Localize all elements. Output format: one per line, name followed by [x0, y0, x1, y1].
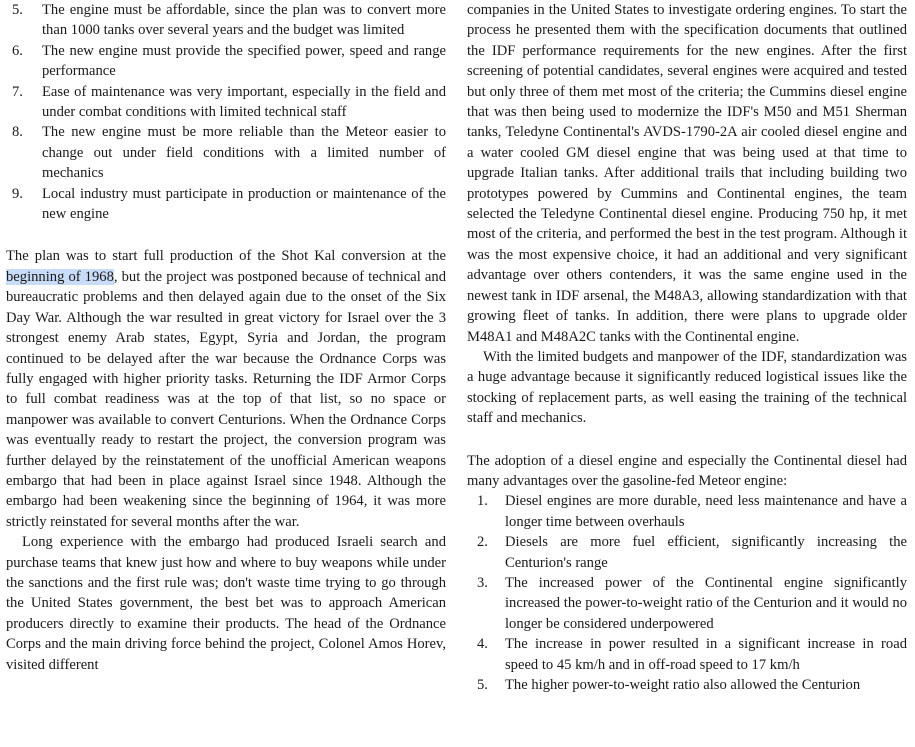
- paragraph: [6, 246, 446, 532]
- paragraph: The adoption of a diesel engine and especially the Continental diesel had many advantages over the gasoline-fed Meteor engine:: [467, 452, 907, 489]
- list-item: [6, 184, 446, 225]
- list-number: 5.: [12, 2, 23, 18]
- list-item: [6, 0, 446, 41]
- list-item: [467, 491, 907, 532]
- list-number: 3.: [477, 574, 488, 591]
- list-number: 4.: [477, 636, 488, 653]
- list-text: Diesel engines are more durable, need less maintenance and have a longer time between overhauls: [505, 493, 907, 530]
- list-text: The engine must be affordable, since the plan was to convert more than 1000 tanks over several years and the budget was limited: [42, 2, 446, 39]
- list-number: 6.: [12, 42, 23, 59]
- right-column: [467, 0, 907, 695]
- list-item: [6, 41, 446, 82]
- paragraph-text: The plan was to start full production of the Shot Kal conversion at the: [6, 248, 446, 265]
- paragraph: With the limited budgets and manpower of the IDF, standardization was a huge advantage because it significantly reduced logistical issues like the stocking of replacement parts, as well easing the training of the technical staff and mechanics.: [467, 348, 907, 427]
- list-number: 1.: [477, 493, 488, 510]
- list-text: The higher power-to-weight ratio also allowed the Centurion: [505, 677, 861, 693]
- list-text: The new engine must provide the specified power, speed and range performance: [42, 42, 446, 80]
- list-item: [467, 573, 907, 634]
- list-number: 8.: [12, 124, 23, 141]
- text-selection[interactable]: beginning of 1968: [6, 268, 114, 285]
- paragraph-text: , but the project was postponed because of technical and bureaucratic problems and then delayed again due to the onset of the Six Day War. Although the war resulted in great victory for Israel over the 3 strongest enemy Arab states, Egypt, Syria and Jordan, the program continued to be delayed after the war because the Ordnance Corps was fully engaged with higher priority tasks. Returning the IDF Armor Corps to full combat readiness was at the top of that list, so no space or manpower was available to convert Centurions. When the Ordnance Corps was eventually ready to restart the project, the conversion program was further delayed by the reinstatement of the unofficial American weapons embargo that had been in place against Israel since 1948. Although the embargo had been weakening since the beginning of 1964, it was more strictly reinstated for several months after the war.: [6, 268, 446, 530]
- list-text: The new engine must be more reliable than the Meteor easier to change out under field conditions with a limited number of mechanics: [42, 124, 446, 182]
- list-number: 7.: [12, 83, 23, 100]
- list-number: 2.: [477, 534, 488, 551]
- list-text: Ease of maintenance was very important, especially in the field and under combat conditions with limited technical staff: [42, 83, 446, 121]
- list-item: [467, 532, 907, 573]
- list-text: The increase in power resulted in a significant increase in road speed to 45 km/h and in off-road speed to 17 km/h: [505, 636, 907, 673]
- list-item: [6, 82, 446, 123]
- list-text: The increased power of the Continental engine significantly increased the power-to-weight ratio of the Centurion and it would no longer be considered underpowered: [505, 574, 907, 632]
- list-item: [467, 634, 907, 675]
- list-text: Local industry must participate in production or maintenance of the new engine: [42, 185, 446, 223]
- list-number: 5.: [477, 677, 488, 693]
- list-item: [6, 122, 446, 183]
- paragraph: companies in the United States to investigate ordering engines. To start the process he presented them with the specification documents that outlined the IDF performance requirements for the new engines. After the first screening of potential candidates, several engines were acquired and tested but only three of them met most of the criteria; the Cummins diesel engine that was then being used to modernize the IDF's M50 and M51 Sherman tanks, Teledyne Continental's AVDS-1790-2A air cooled diesel engine and a water cooled GM diesel engine that was being used at that time to upgrade Italian tanks. After additional trails that including building two prototypes powered by Cummins and Continental engines, the team selected the Teledyne Continental diesel engine. Producing 750 hp, it met most of the criteria, and performed the best in the test program. Although it was the most expensive choice, it had an additional and very significant advantage over others contenders, it was the same engine used in the newest tank in IDF arsenal, the M48A3, allowing standardization with that growing fleet of tanks. In addition, there were plans to upgrade older M48A1 and M48A2C tanks with the Continental engine.: [467, 2, 907, 345]
- left-column: [6, 0, 446, 675]
- list-number: 9.: [12, 185, 23, 202]
- list-item: [467, 675, 907, 695]
- paragraph: Long experience with the embargo had produced Israeli search and purchase teams that knew just how and where to buy weapons while under the sanctions and the first rule was; don't waste time trying to go through the United States government, the best bet was to approach American producers directly to examine their products. The head of the Ordnance Corps and the main driving force behind the project, Colonel Amos Horev, visited different: [6, 534, 446, 673]
- list-text: Diesels are more fuel efficient, significantly increasing the Centurion's range: [505, 534, 907, 571]
